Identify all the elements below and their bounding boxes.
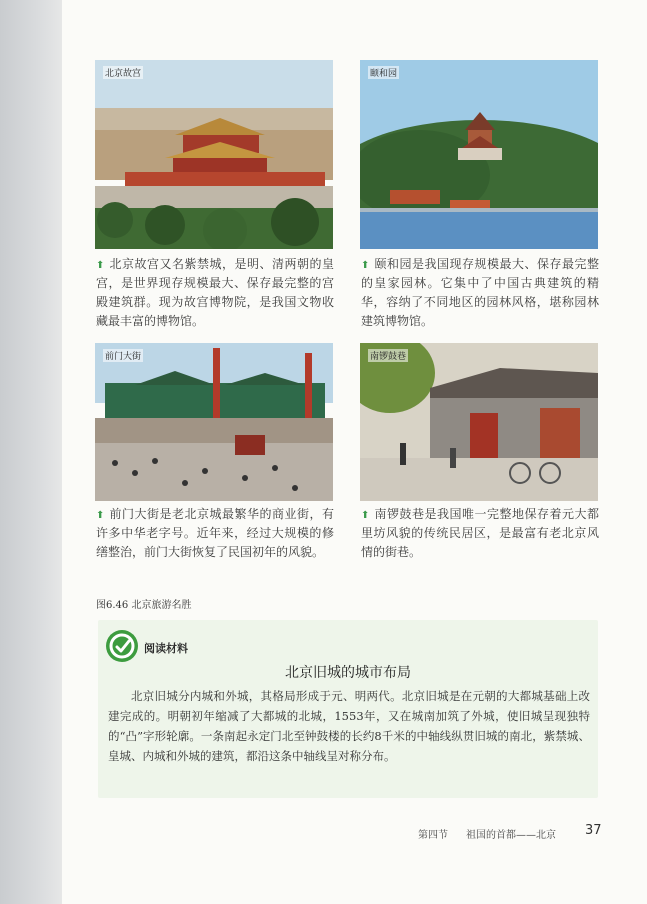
up-arrow-circle-icon: ⬆ [96, 260, 105, 271]
photo-summer-palace [360, 60, 598, 249]
reading-material-box [98, 620, 598, 798]
caption-qianmen-street: ⬆ 前门大街是老北京城最繁华的商业街，有许多中华老字号。近年来，经过大规模的修缮整治，前门大街恢复了民国初年的风貌。 [96, 507, 334, 559]
photo-label: 北京故宫 [103, 66, 143, 79]
photo-qianmen-street [95, 343, 333, 501]
figure-caption: 图6.46 北京旅游名胜 [96, 600, 192, 611]
up-arrow-circle-icon: ⬆ [96, 510, 105, 521]
up-arrow-circle-icon: ⬆ [361, 260, 370, 271]
caption-forbidden-city: ⬆ 北京故宫又名紫禁城，是明、清两朝的皇宫，是世界现存规模最大、保存最完整的宫殿建筑群。现为故宫博物院，是我国文物收藏最丰富的博物馆。 [96, 257, 334, 328]
photo-label: 颐和园 [368, 66, 399, 79]
caption-summer-palace: ⬆ 颐和园是我国现存规模最大、保存最完整的皇家园林。它集中了中国古典建筑的精华，容纳了不同地区的园林风格，堪称园林建筑博物馆。 [361, 257, 599, 328]
photo-label: 前门大街 [103, 349, 143, 362]
photo-label: 南锣鼓巷 [368, 349, 408, 362]
page-number: 37 [585, 823, 602, 838]
footer-chapter: 祖国的首都——北京 [466, 830, 556, 841]
book-spine-margin [0, 0, 62, 904]
photo-nanluoguxiang [360, 343, 598, 501]
photo-forbidden-city [95, 60, 333, 249]
reading-material-label: 阅读材料 [144, 642, 188, 655]
reading-material-icon [106, 630, 138, 662]
footer-section: 第四节 [418, 830, 448, 841]
up-arrow-circle-icon: ⬆ [361, 510, 370, 521]
reading-title: 北京旧城的城市布局 [285, 665, 411, 681]
reading-body: 北京旧城分内城和外城，其格局形成于元、明两代。北京旧城是在元朝的大都城基础上改建完成的。明朝初年缩减了大都城的北城，1553年，又在城南加筑了外城，使旧城呈现独特的“凸”字形轮廓。一条南起永定门北至钟鼓楼的长约8千米的中轴线纵贯旧城的南北，紫禁城、皇城、内城和外城的建筑，都沿这条中轴线呈对称分布。 [108, 689, 590, 763]
caption-nanluoguxiang: ⬆ 南锣鼓巷是我国唯一完整地保存着元大都里坊风貌的传统民居区，是最富有老北京风情的街巷。 [361, 507, 599, 559]
